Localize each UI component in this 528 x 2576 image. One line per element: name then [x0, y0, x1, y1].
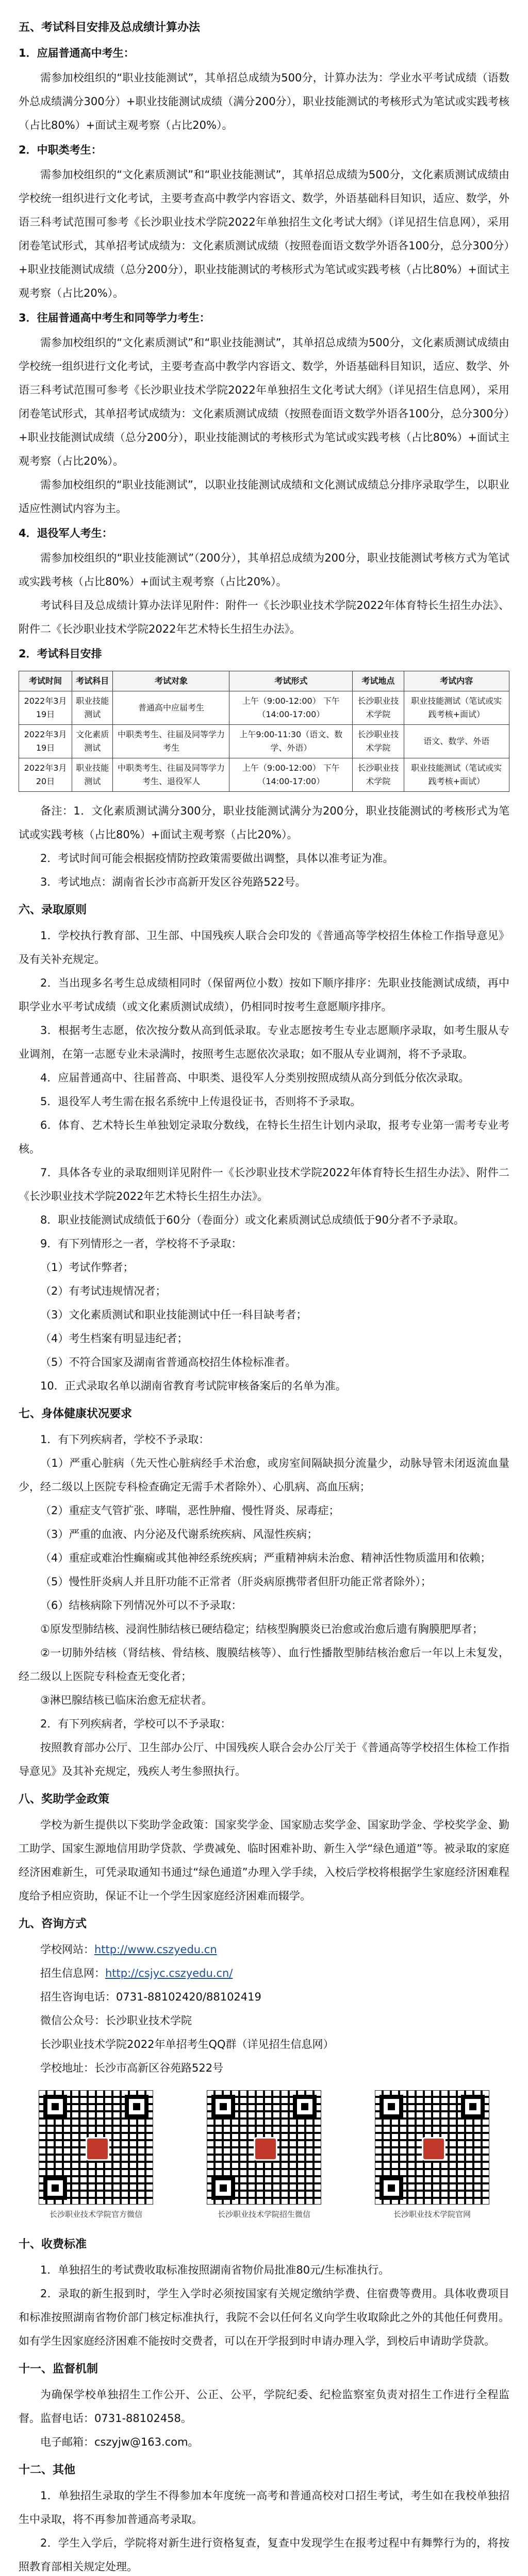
list-item: （4）考生档案有明显违纪者； [40, 1332, 188, 1345]
table-header-cell: 考试时间 [19, 671, 72, 691]
table-cell: 上午9:00-11:30（语文、数学、外语） [229, 725, 353, 758]
website-label: 学校网站： [40, 1943, 94, 1956]
table-cell: 文化素质测试 [72, 725, 113, 758]
table-header-cell: 考试地点 [353, 671, 404, 691]
table-header-cell: 考试科目 [72, 671, 113, 691]
category-4-title: 4．退役军人考生： [19, 527, 113, 539]
website-link[interactable]: http://www.cszyedu.cn [94, 1943, 217, 1956]
table-cell: 上午（9:00-12:00） 下午（14:00-17:00） [229, 691, 353, 725]
qr-caption: 长沙职业技术学院官方微信 [49, 2210, 142, 2219]
table-cell: 2022年3月19日 [19, 725, 72, 758]
health-rule: 1．有下列疾病者，学校不予录取： [40, 1433, 210, 1446]
section-5-title: 五、考试科目安排及总成绩计算办法 [19, 21, 201, 34]
phone-label: 招生咨询电话： [40, 1991, 116, 2003]
fee-text: 2．录取的新生报到时，学生入学时必须按国家有关规定缴纳学费、住宿费等费用。具体收费项目和标准按照湖南省物价部门核定标准执行，我院不会以任何名义向学生收取除此之外的其他任何费用。如有学生因家庭经济困难不能按时交费者，可以在开学报到时申请办理入学，到校后申请助学贷款。 [19, 2287, 509, 2347]
qr-code-row [19, 2090, 509, 2220]
category-3-title: 3．往届普通高中考生和同等学力考生： [19, 312, 210, 324]
qr-code-image [375, 2090, 489, 2205]
recruit-site-line [19, 1961, 509, 1985]
category-3-text-2: 需参加校组织的“职业技能测试”，以职业技能测试成绩和文化测试成绩总分排序录取学生，以职业适应性测试内容为主。 [19, 479, 509, 515]
table-row [19, 725, 509, 758]
exam-schedule-table [19, 671, 509, 792]
health-item: （3）严重的血液、内分泌及代谢系统疾病、风湿性疾病； [40, 1528, 318, 1540]
table-cell: 职业技能测试（笔试或实践考核+面试） [404, 691, 509, 725]
admission-rule: 6．体育、艺术特长生单独划定录取分数线，在特长生招生计划内录取，报考专业第一需考专业考核。 [19, 1119, 509, 1155]
admission-rule: 4．应届普通高中、往届普高、中职类、退役军人分类别按照成绩从高分到低分依次录取。 [40, 1072, 470, 1084]
health-item: （4）重症或难治性癫痫或其他神经系统疾病；严重精神病未治愈、精神活性物质滥用和依赖； [40, 1552, 491, 1564]
qr-caption: 长沙职业技术学院招生微信 [217, 2210, 310, 2219]
recruit-site-label: 招生信息网： [40, 1967, 105, 1979]
table-cell: 2022年3月19日 [19, 691, 72, 725]
table-header-cell: 考试形式 [229, 671, 353, 691]
list-item: （1）考试作弊者； [40, 1261, 134, 1274]
admission-rule: 8．职业技能测试成绩低于60分（卷面分）或文化素质测试总成绩低于90分者不予录取。 [40, 1214, 465, 1226]
table-header-cell: 考试内容 [404, 671, 509, 691]
category-4-text: 需参加校组织的“职业技能测试”（200分），其单招总成绩为200分，职业技能测试考核方式为笔试或实践考核（占比80%）+面试主观考察（占比20%）。 [19, 552, 509, 588]
health-item: （5）慢性肝炎病人并且肝功能不正常者（肝炎病原携带者但肝功能正常者除外）； [40, 1575, 432, 1588]
table-cell: 职业技能测试 [72, 691, 113, 725]
scholarship-text: 学校为新生提供以下奖助学金政策：国家奖学金、国家励志奖学金、国家助学金、学校奖学金、勤工助学、国家生源地信用助学贷款、学费减免、临时困难补助、新生入学“绿色通道”等。被录取的家庭经济困难新生，可凭录取通知书通过“绿色通道”办理入学手续，入校后学校将根据学生家庭经济困难程度给予相应资助，保证不让一个学生因家庭经济困难而辍学。 [19, 1819, 509, 1902]
section-11-title: 十一、监督机制 [19, 2363, 98, 2376]
section-10-title: 十、收费标准 [19, 2238, 87, 2251]
logo-icon [86, 2137, 109, 2161]
admission-rule: 3．根据考生志愿，依次按分数从高到低录取。专业志愿按考生专业志愿顺序录取，如考生服从专业调剂，在第一志愿专业未录满时，按照考生志愿依次录取；如不服从专业调剂，将不予录取。 [19, 1024, 509, 1060]
table-cell: 长沙职业技术学院 [353, 758, 404, 792]
other-text: 1．单独招生录取的学生不得参加本年度统一高考和普通高校对口招生考试，考生如在我校单独招生中录取，将不再参加普通高考录取。 [19, 2489, 509, 2526]
website-line [19, 1938, 509, 1961]
admission-rule: 5．退役军人考生需在报名系统中上传退役证书，否则将不予录取。 [40, 1095, 361, 1108]
address-line: 学校地址：长沙市高新区谷苑路522号 [40, 2062, 224, 2074]
admission-rule: 10．正式录取名单以湖南省教育考试院审核备案后的名单为准。 [40, 1380, 346, 1392]
section-8-title: 八、奖助学金政策 [19, 1793, 110, 1806]
category-5-text: 考试科目及总成绩计算办法详见附件：附件一《长沙职业技术学院2022年体育特长生招生办法》、附件二《长沙职业技术学院2022年艺术特长生招生办法》。 [19, 599, 509, 635]
table-header-row [19, 671, 509, 691]
admission-rule: 7．具体各专业的录取细则详见附件一《长沙职业技术学院2022年体育特长生招生办法》、附件二《长沙职业技术学院2022年艺术特长生招生办法》。 [19, 1166, 509, 1202]
list-item: （3）文化素质测试和职业技能测试中任一科目缺考者； [40, 1309, 307, 1321]
phone-number: 0731-88102420/88102419 [116, 1991, 261, 2003]
table-cell: 长沙职业技术学院 [353, 725, 404, 758]
category-2-text: 需参加校组织的“文化素质测试”和“职业技能测试”，其单招总成绩为500分，文化素质测试成绩由学校统一组织进行文化考试，主要考查高中教学内容语文、数学，外语基础科目知识，适应、数学，外语三科考试范围可参考《长沙职业技术学院2022年单独招生文化考试大纲》（详见招生信息网），采用闭卷笔试形式，其单招考试成绩为：文化素质测试成绩（按照卷面语文数学外语各100分，总分300分）+职业技能测试成绩（总分200分），职业技能测试的考核形式为笔试或实践考核（占比80%）+面试主观考察（占比20%）。 [19, 168, 509, 299]
health-subitem: ①原发型肺结核、浸润性肺结核已硬结稳定；结核型胸膜炎已治愈或治愈后遗有胸膜肥厚者； [40, 1623, 483, 1635]
table-header-cell: 考试对象 [113, 671, 229, 691]
health-subitem: ②一切肺外结核（肾结核、骨结核、腹膜结核等）、血行性播散型肺结核治愈后一年以上未复发，经二级以上医院专科检查无变化者； [19, 1647, 509, 1683]
qq-line: 长沙职业技术学院2022年单招考生QQ群（详见招生信息网） [40, 2038, 334, 2050]
admission-rule: 1．学校执行教育部、卫生部、中国残疾人联合会印发的《普通高等学校招生体检工作指导意见》及有关补充规定。 [19, 929, 509, 965]
health-item: （1）严重心脏病（先天性心脏病经手术治愈，或房室间隔缺损分流量少，动脉导管未闭返流血量少，经二级以上医院专科检查确定无需手术者除外）、心肌病、高血压病； [19, 1457, 509, 1493]
qr-card [19, 2090, 173, 2220]
table-cell: 长沙职业技术学院 [353, 691, 404, 725]
table-row [19, 758, 509, 792]
table-cell: 职业技能测试（笔试或实践考核+面试） [404, 758, 509, 792]
note-2: 2．考试时间可能会根据疫情防控政策需要做出调整，具体以准考证为准。 [40, 852, 394, 865]
category-1-title: 1．应届普通高中考生： [19, 47, 135, 59]
table-cell: 语文、数学、外语 [404, 725, 509, 758]
table-cell: 中职类考生、往届及同等学力考生 [113, 725, 229, 758]
health-subitem: ③淋巴腺结核已临床治愈无症状者。 [40, 1694, 212, 1706]
table-cell: 普通高中应届考生 [113, 691, 229, 725]
admission-rule: 9．有下列情形之一者，学校将不予录取： [40, 1238, 242, 1250]
supervision-email: 电子邮箱：cszyjw@163.com。 [40, 2436, 199, 2448]
admission-rule: 2．当出现多名考生总成绩相同时（保留两位小数）按如下顺序排序：先职业技能测试成绩，再中职学业水平考试成绩（或文化素质测试成绩），仍相同时按考生意愿顺序排序。 [19, 977, 509, 1013]
phone-line [19, 1985, 509, 2009]
health-item: （6）结核病除下列情况外可以不予录取： [40, 1599, 242, 1612]
qr-code-image [39, 2090, 153, 2205]
list-item: （5）不符合国家及湖南省普通高校招生体检标准者。 [40, 1356, 296, 1368]
qr-code-image [207, 2090, 321, 2205]
health-item: （2）重症支气管扩张、哮喘，恶性肿瘤、慢性肾炎、尿毒症； [40, 1504, 340, 1517]
table-cell: 上午（9:00-12:00） 下午（14:00-17:00） [229, 758, 353, 792]
section-9-title: 九、咨询方式 [19, 1918, 87, 1930]
exam-table-caption: 2．考试科目安排 [19, 648, 102, 660]
note-1: 备注：1．文化素质测试满分300分，职业技能测试满分为200分，职业技能测试的考核形式为笔试或实践考核（占比80%）+面试主观考察（占比20%）。 [19, 805, 509, 841]
section-7-title: 七、身体健康状况要求 [19, 1408, 133, 1420]
supervision-text: 为确保学校单独招生工作公开、公正、公平，学院纪委、纪检监察室负责对招生工作进行全程监督。监督电话：0731-88102458。 [19, 2388, 509, 2425]
health-rule: 2．有下列疾病者，学校可以不予录取： [40, 1718, 232, 1730]
note-3: 3．考试地点：湖南省长沙市高新开发区谷苑路522号。 [40, 876, 306, 888]
table-cell: 职业技能测试 [72, 758, 113, 792]
logo-icon [422, 2137, 446, 2161]
category-3-text: 需参加校组织的“文化素质测试”和“职业技能测试”，其单招总成绩为500分，文化素质测试成绩由学校统一组织进行文化考试，主要考查高中教学内容语文、数学，外语基础科目知识，适应、数学、外语三科考试范围可参考《长沙职业技术学院2022年单独招生文化考试大纲》（详见招生信息网），采用闭卷笔试形式，其单招考试成绩为：文化素质测试成绩（按照卷面语文数学外语各100分，总分300分）+职业技能测试成绩（总分200分），职业技能测试的考核形式为笔试或实践考核（占比80%）+面试主观考察（占比20%）。 [19, 336, 509, 467]
recruit-site-link[interactable]: http://csjyc.cszyedu.cn/ [105, 1967, 233, 1979]
category-2-title: 2．中职类考生： [19, 144, 102, 156]
section-6-title: 六、录取原则 [19, 904, 87, 917]
table-cell: 中职类考生、往届及同等学力考生、退役军人 [113, 758, 229, 792]
logo-icon [254, 2137, 277, 2161]
table-cell: 2022年3月20日 [19, 758, 72, 792]
other-text: 2．学生入学后，学院将对新生进行资格复查，复查中发现学生在报考过程中有舞弊行为的，将按照教育部相关规定处理。 [19, 2537, 509, 2573]
qr-caption: 长沙职业技术学院官网 [393, 2210, 471, 2219]
fee-text: 1．单独招生的考试费收取标准按照湖南省物价局批准80元/生标准执行。 [40, 2264, 390, 2276]
section-12-title: 十二、其他 [19, 2464, 76, 2477]
table-row [19, 691, 509, 725]
category-1-text: 需参加校组织的“职业技能测试”，其单招总成绩为500分，计算办法为：学业水平考试成绩（语数外总成绩满分300分）+职业技能测试成绩（满分200分），职业技能测试的考核形式为笔试或实践考核（占比80%）+面试主观考察（占比20%）。 [19, 72, 509, 131]
list-item: （2）有考试违规情况者； [40, 1285, 167, 1297]
qr-card [355, 2090, 509, 2220]
health-rule: 按照教育部办公厅、卫生部办公厅、中国残疾人联合会办公厅关于《普通高等学校招生体检工作指导意见》及其补充规定，残疾人考生参照执行。 [19, 1741, 509, 1777]
qr-card [187, 2090, 341, 2220]
wechat-line: 微信公众号：长沙职业技术学院 [40, 2014, 192, 2027]
